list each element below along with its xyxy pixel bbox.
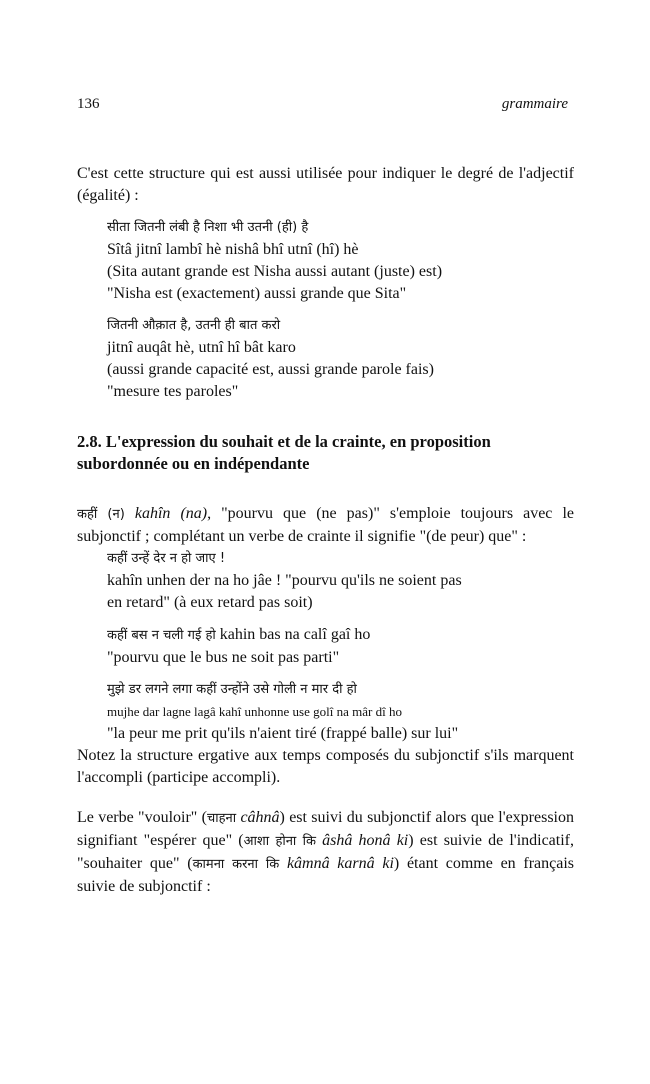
page-header [0, 96, 650, 120]
example-translation: "la peur me prit qu'ils n'aient tiré (frappé balle) sur lui" [107, 725, 459, 742]
example-transliteration: jitnî auqât hè, utnî hî bât karo [107, 339, 296, 356]
example-wish-2 [107, 624, 574, 669]
example-translation: en retard" (à eux retard pas soit) [107, 594, 313, 611]
page-number: 136 [77, 96, 100, 112]
running-head: grammaire [501, 96, 568, 112]
example-translation: "pourvu que le bus ne soit pas parti" [107, 649, 340, 666]
inline-devanagari: आशा होना कि [243, 834, 316, 849]
note-paragraph: Notez la structure ergative aux temps composés du subjonctif s'ils marquent l'accompli (participe accompli). [77, 747, 574, 786]
section-heading: 2.8. L'expression du souhait et de la crainte, en proposition subordonnée ou en indépendante [77, 432, 491, 473]
example-translation: "Nisha est (exactement) aussi grande que Sita" [107, 285, 407, 302]
inline-devanagari: चाहना [207, 811, 237, 826]
page-body [77, 163, 574, 898]
paragraph-text: ) étant comme en français suivie de subjonctif : [77, 855, 575, 895]
example-translation: "mesure tes paroles" [107, 383, 239, 400]
kahin-paragraph [77, 503, 574, 548]
paragraph-text: , "pourvu que (ne pas)" s'emploie toujours avec le subjonctif ; complétant un verbe de crainte il signifie "(de peur) que" : [77, 505, 574, 545]
paragraph-text: Le verbe "vouloir" ( [77, 809, 207, 826]
paragraph-text: ) est suivie de l'indicatif, "souhaiter que" ( [77, 832, 574, 872]
example-devanagari: सीता जितनी लंबी है निशा भी उतनी (ही) है [107, 220, 309, 235]
example-wish-1 [107, 548, 574, 614]
example-transliteration: Sîtâ jitnî lambî hè nishâ bhî utnî (hî) hè [107, 241, 359, 258]
example-transliteration: mujhe dar lagne lagâ kahî unhonne use golî na mâr dî ho [107, 704, 402, 719]
example-devanagari: जितनी औक़ात है, उतनी ही बात करो [107, 318, 281, 333]
inline-transliteration: kahîn (na) [134, 505, 208, 522]
intro-paragraph: C'est cette structure qui est aussi utilisée pour indiquer le degré de l'adjectif (égalité) : [77, 165, 574, 204]
inline-transliteration: kâmnâ karnâ ki [286, 855, 394, 872]
example-literal-gloss: (aussi grande capacité est, aussi grande parole fais) [107, 361, 434, 378]
example-fear [107, 679, 574, 745]
example-transliteration: kahîn unhen der na ho jâe ! "pourvu qu'ils ne soient pas [107, 572, 462, 589]
example-devanagari: मुझे डर लगने लगा कहीं उन्होंने उसे गोली न मार दी हो [107, 682, 357, 697]
inline-devanagari: कामना करना कि [192, 857, 280, 872]
inline-transliteration: âshâ honâ ki [322, 832, 409, 849]
example-transliteration: kahin bas na calî gaî ho [219, 626, 371, 643]
example-devanagari: कहीं उन्हें देर न हो जाए ! [107, 551, 226, 566]
paragraph-text: ) est suivi du subjonctif alors que l'expression signifiant "espérer que" ( [77, 809, 575, 849]
example-literal-gloss: (Sita autant grande est Nisha aussi autant (juste) est) [107, 263, 443, 280]
example-line [107, 624, 574, 647]
example-equality-1 [107, 217, 574, 305]
example-equality-2 [107, 315, 574, 403]
inline-devanagari: कहीं (न) [77, 507, 125, 522]
inline-transliteration: câhnâ [240, 809, 280, 826]
example-devanagari: कहीं बस न चली गई हो [107, 628, 216, 643]
vouloir-paragraph [77, 807, 574, 898]
